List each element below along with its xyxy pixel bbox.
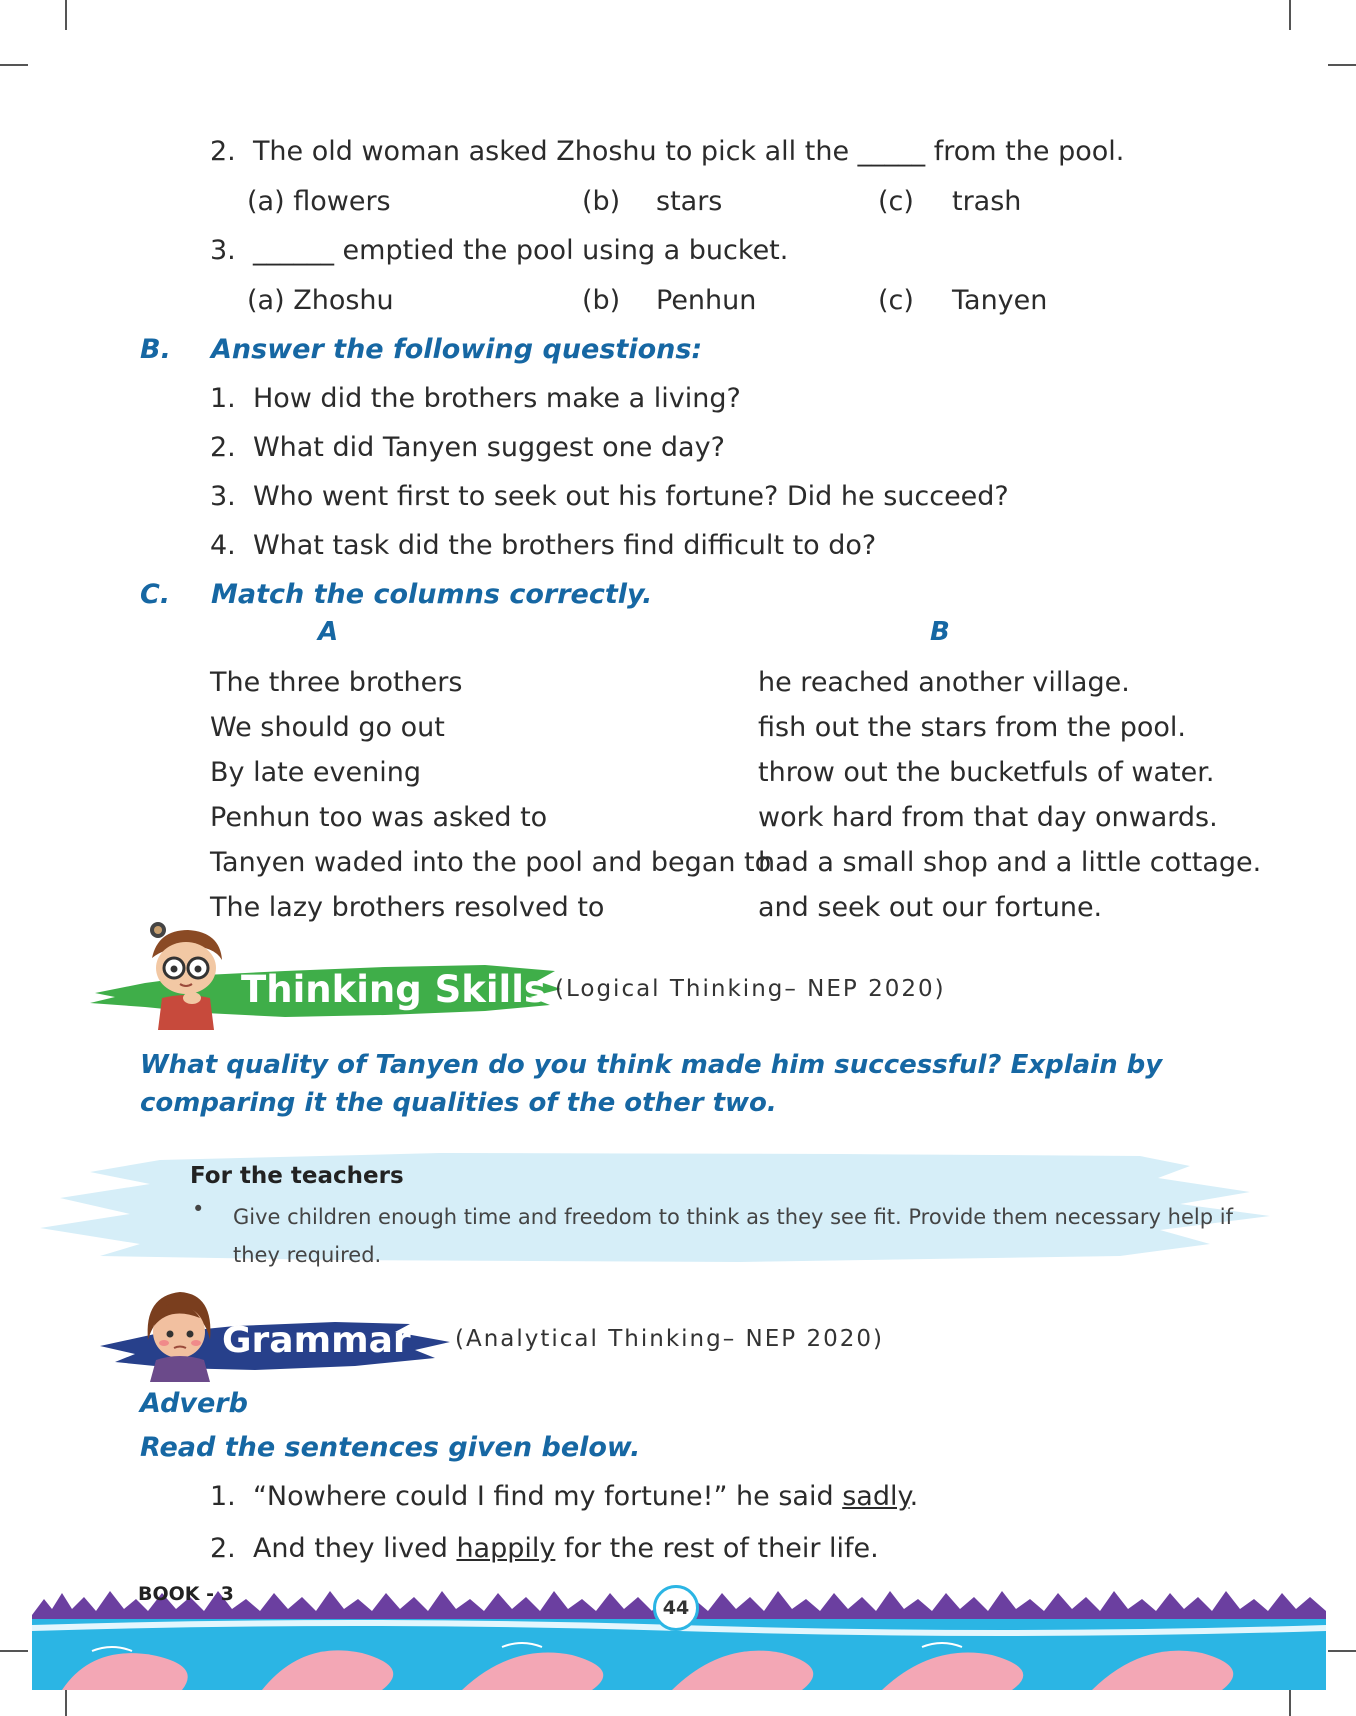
column-a-item: The three brothers (210, 667, 463, 698)
answer-blank: _____ (857, 136, 926, 167)
answer-blank: ______ (252, 235, 334, 266)
crop-mark (65, 0, 67, 30)
book-label: BOOK - 3 (138, 1583, 234, 1605)
question-text: The old woman asked Zhoshu to pick all the (252, 136, 850, 167)
mcq-question-2 (210, 136, 1124, 167)
column-b-item: had a small shop and a little cottage. (758, 847, 1262, 878)
column-b (758, 660, 1261, 930)
thinking-question: What quality of Tanyen do you think made him successful? Explain by comparing it the qualities of the other two. (140, 1050, 1163, 1118)
grammar-subtitle: (Analytical Thinking– NEP 2020) (455, 1326, 884, 1352)
thinking-skills-title: Thinking Skills (241, 968, 546, 1011)
question-text: from the pool. (933, 136, 1125, 167)
option-c-text: trash (952, 186, 1022, 217)
column-b-item: fish out the stars from the pool. (758, 712, 1186, 743)
section-b-title: Answer the following questions: (211, 334, 703, 365)
example-sentence: 1. “Nowhere could I find my fortune!” he said sadly. (210, 1481, 919, 1512)
crop-mark (65, 1686, 67, 1716)
column-a-item: Tanyen waded into the pool and began to (210, 847, 772, 878)
crop-mark (1328, 1650, 1356, 1652)
option-a: (a) Zhoshu (247, 285, 394, 316)
adverb-underlined: sadly (842, 1481, 910, 1512)
option-b-text: stars (656, 186, 723, 217)
question-item: 3. Who went first to seek out his fortune? Did he succeed? (210, 481, 1009, 512)
bullet-icon: • (192, 1197, 205, 1221)
option-b-text: Penhun (656, 285, 757, 316)
page-number: 44 (653, 1585, 699, 1631)
option-c-text: Tanyen (952, 285, 1048, 316)
option-b-label: (b) (582, 285, 621, 316)
section-c-letter: C. (140, 579, 171, 610)
column-b-item: throw out the bucketfuls of water. (758, 757, 1215, 788)
column-a-item: Penhun too was asked to (210, 802, 548, 833)
section-c-title: Match the columns correctly. (211, 579, 653, 610)
crop-mark (0, 64, 28, 66)
crop-mark (1289, 0, 1291, 30)
section-b-letter: B. (140, 334, 171, 365)
column-a-heading: A (318, 617, 339, 647)
teacher-note-heading: For the teachers (190, 1163, 404, 1189)
option-b-label: (b) (582, 186, 621, 217)
crop-mark (1328, 64, 1356, 66)
column-b-item: he reached another village. (758, 667, 1130, 698)
column-a-item: By late evening (210, 757, 421, 788)
adverb-underlined: happily (456, 1533, 556, 1564)
question-number: 3. (210, 235, 236, 266)
grammar-girl-icon (140, 1282, 218, 1382)
column-b-item: work hard from that day onwards. (758, 802, 1218, 833)
grammar-instruction: Read the sentences given below. (140, 1432, 641, 1463)
grammar-topic: Adverb (140, 1388, 248, 1419)
question-number: 2. (210, 136, 236, 167)
crop-mark (0, 1650, 28, 1652)
question-item: 2. What did Tanyen suggest one day? (210, 432, 725, 463)
column-a (210, 660, 771, 930)
option-c-label: (c) (878, 285, 914, 316)
mcq-question-3 (210, 235, 788, 266)
example-sentence: 2. And they lived happily for the rest of their life. (210, 1533, 879, 1564)
thinking-skills-subtitle: (Logical Thinking– NEP 2020) (555, 976, 946, 1002)
question-item: 4. What task did the brothers find difficult to do? (210, 530, 877, 561)
option-a: (a) flowers (247, 186, 391, 217)
column-b-heading: B (930, 617, 950, 647)
column-b-item: and seek out our fortune. (758, 892, 1103, 923)
column-a-item: We should go out (210, 712, 445, 743)
option-c-label: (c) (878, 186, 914, 217)
question-text: emptied the pool using a bucket. (342, 235, 789, 266)
grammar-title: Grammar (222, 1320, 411, 1361)
column-a-item: The lazy brothers resolved to (210, 892, 605, 923)
crop-mark (1289, 1686, 1291, 1716)
question-item: 1. How did the brothers make a living? (210, 383, 741, 414)
teacher-note-text: Give children enough time and freedom to think as they see fit. Provide them necessary help if they required. (233, 1205, 1233, 1267)
thinking-boy-icon (140, 918, 232, 1030)
